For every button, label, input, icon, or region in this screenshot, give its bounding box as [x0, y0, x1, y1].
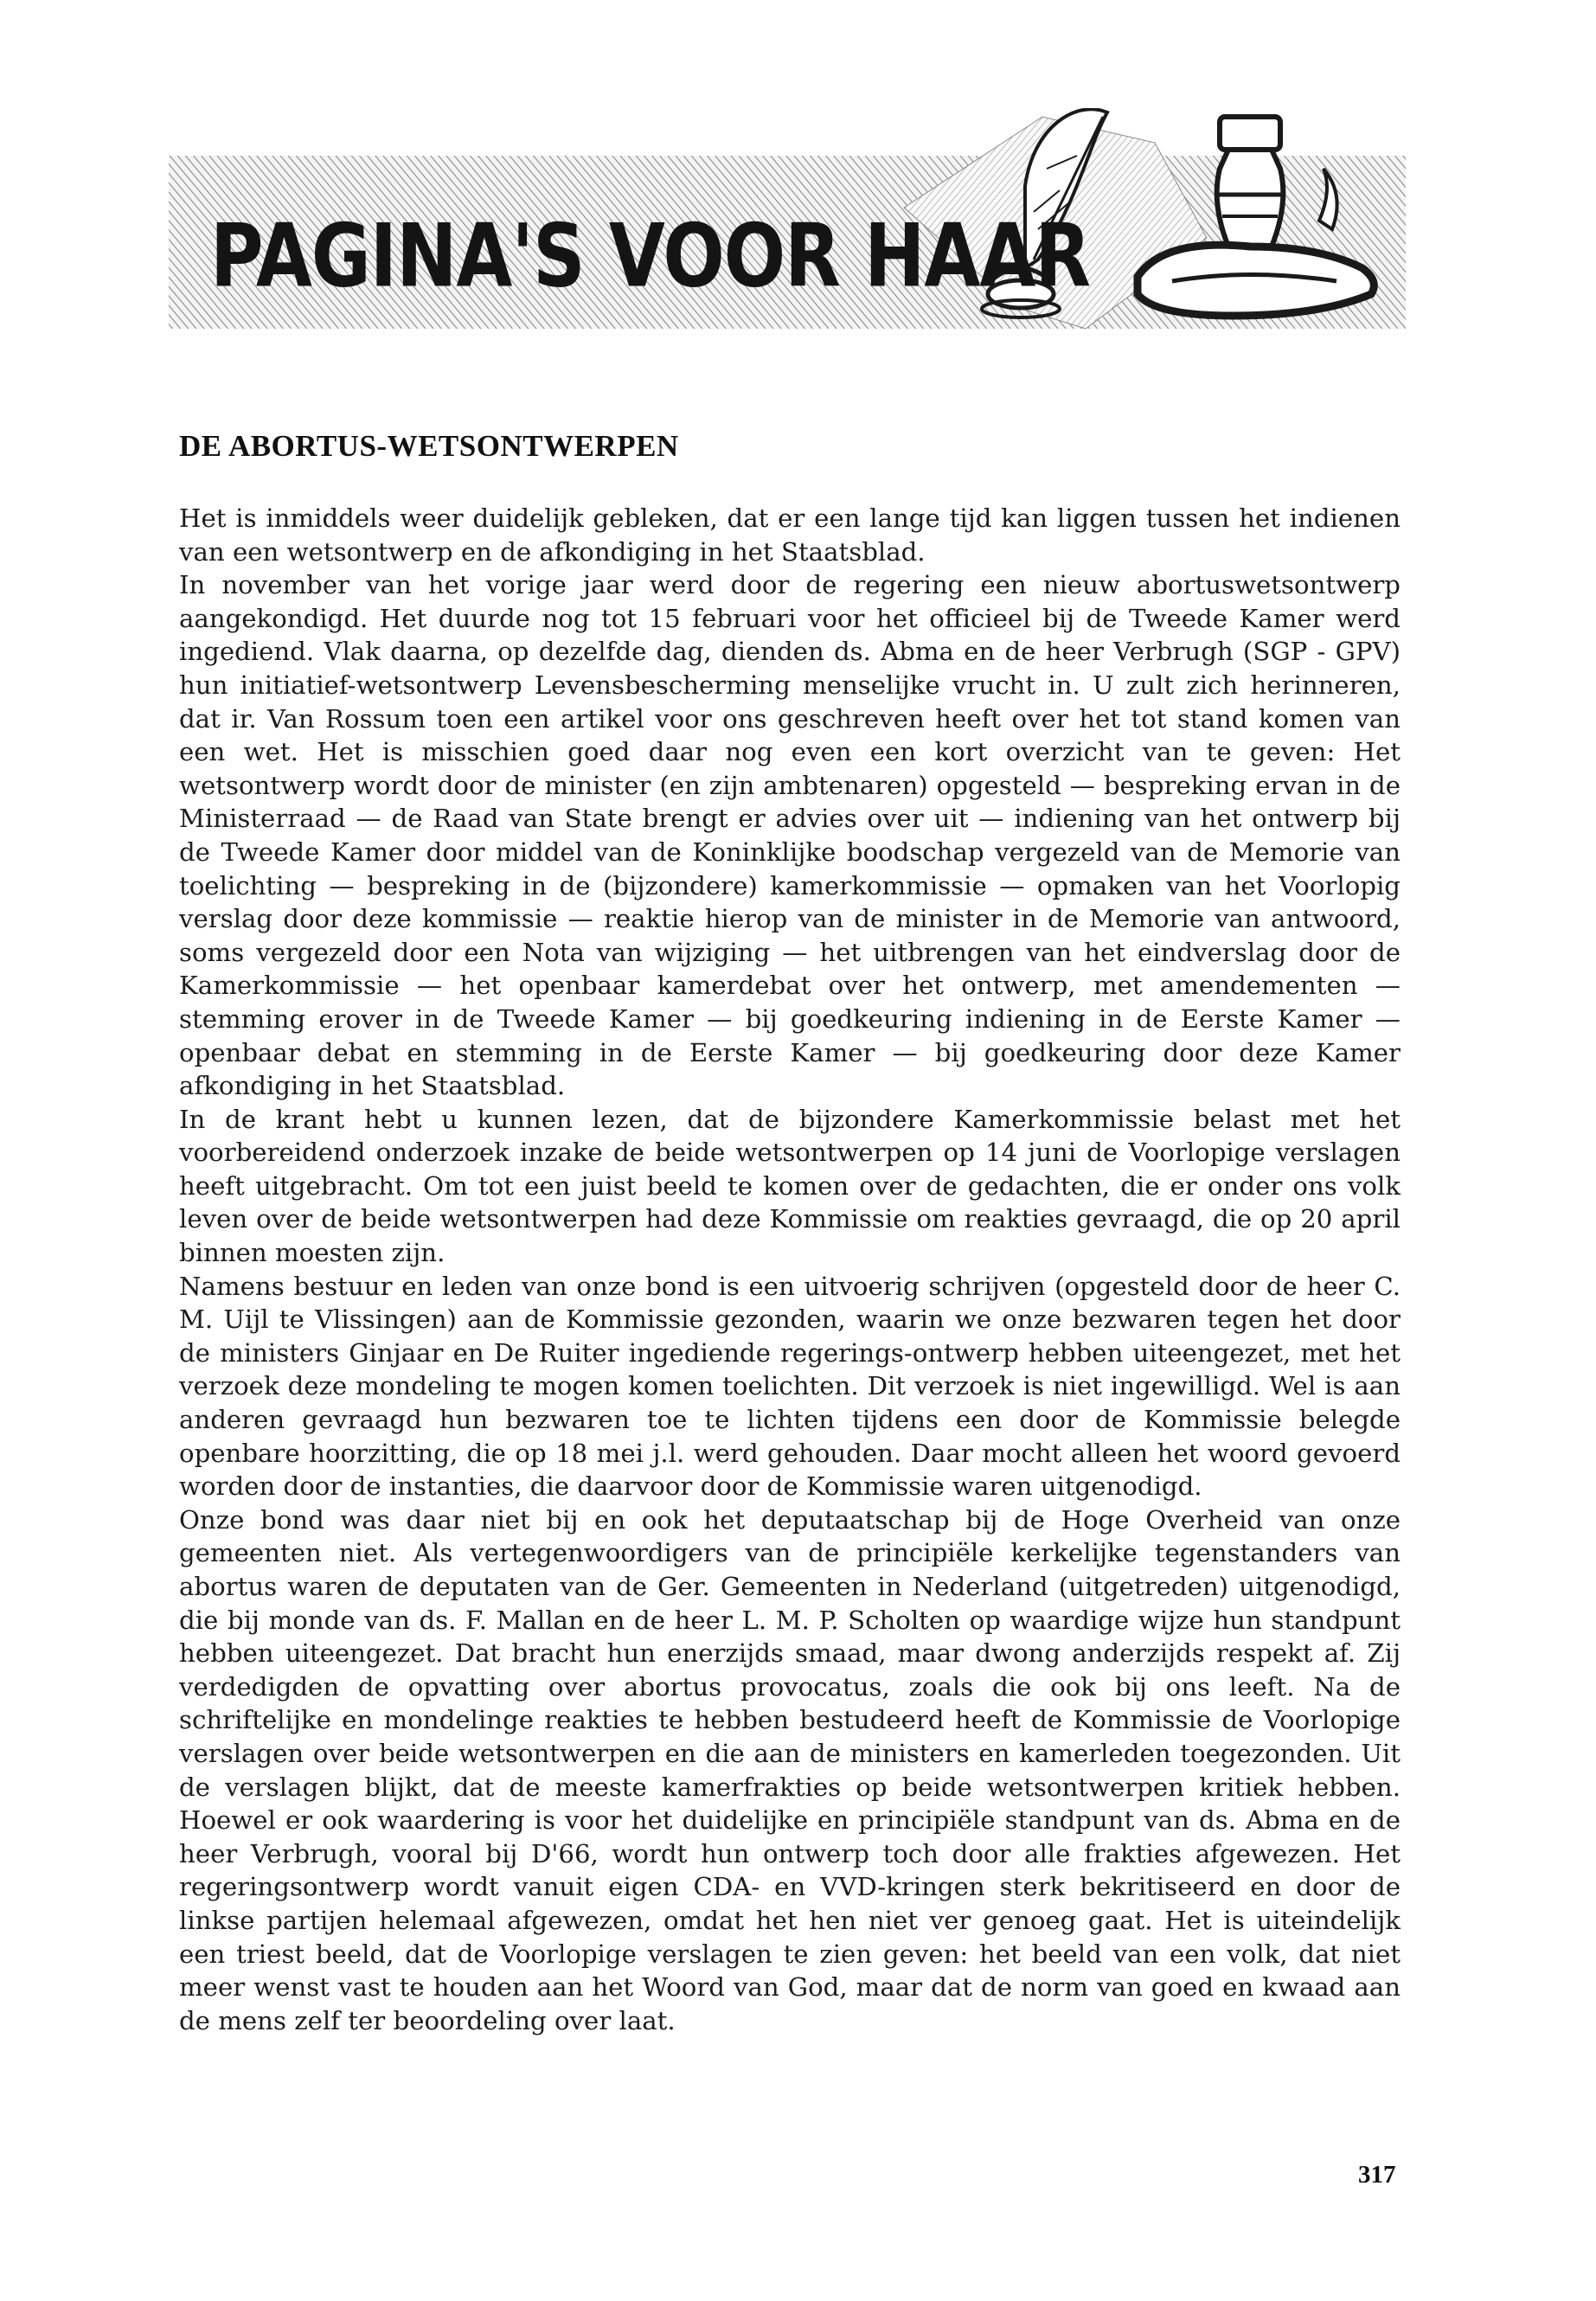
article-paragraph: Onze bond was daar niet bij en ook het deputaatschap bij de Hoge Overheid van onze gemeenten niet. Als vertegenwoordigers van de principiële kerkelijke tegenstanders van abortus waren de deputaten van de Ger. Gemeenten in Nederland (uitgetreden) uitgenodigd, die bij monde van ds. F. Mallan en de heer L. M. P. Scholten op waardige wijze hun standpunt hebben uiteengezet. Dat bracht hun enerzijds smaad, maar dwong anderzijds respekt af. Zij verdedigden de opvatting over abortus provocatus, zoals die ook bij ons leeft. Na de schriftelijke en mondelinge reakties te hebben bestudeerd heeft de Kommissie de Voorlopige verslagen over beide wetsontwerpen en die aan de ministers en kamerleden toegezonden. Uit de verslagen blijkt, dat de meeste kamerfrakties op beide wetsontwerpen kritiek hebben. Hoewel er ook waardering is voor het duidelijke en principiële standpunt van ds. Abma en de heer Verbrugh, vooral bij D'66, wordt hun ontwerp toch door alle frakties afgewezen. Het regeringsontwerp wordt vanuit eigen CDA- en VVD-kringen sterk bekritiseerd en door de linkse partijen helemaal afgewezen, omdat het hen niet ver genoeg gaat. Het is uiteindelijk een triest beeld, dat de Voorlopige verslagen te zien geven: het beeld van een volk, dat niet meer wenst vast te houden aan het Woord van God, maar dat de norm van goed en kwaad aan de mens zelf ter beoordeling over laat.: [179, 1504, 1401, 2035]
section-title: PAGINA'S VOOR HAAR: [210, 205, 1091, 307]
article-paragraph: Namens bestuur en leden van onze bond is een uitvoerig schrijven (opgesteld door de heer C. M. Uijl te Vlissingen) aan de Kommissie gezonden, waarin we onze bezwaren tegen het door de ministers Ginjaar en De Ruiter ingediende regerings-ontwerp hebben uiteengezet, met het verzoek deze mondeling te mogen komen toelichten. Dit verzoek is niet ingewilligd. Wel is aan anderen gevraagd hun bezwaren toe te lichten tijdens een door de Kommissie belegde openbare hoorzitting, die op 18 mei j.l. werd gehouden. Daar mocht alleen het woord gevoerd worden door de instanties, die daarvoor door de Kommissie waren uitgenodigd.: [179, 1271, 1401, 1502]
header-banner: [169, 108, 1410, 333]
page-number: 317: [1358, 2161, 1396, 2189]
article-body: [179, 502, 1401, 2037]
vase-icon: [1217, 117, 1284, 247]
article-paragraph: Het is inmiddels weer duidelijk gebleken, dat er een lange tijd kan liggen tussen het indienen van een wetsontwerp en de afkondiging in het Staatsblad.: [179, 503, 1401, 567]
article-paragraph: In de krant hebt u kunnen lezen, dat de bijzondere Kamerkommissie belast met het voorbereidend onderzoek inzake de beide wetsontwerpen op 14 juni de Voorlopige verslagen heeft uitgebracht. Om tot een juist beeld te komen over de gedachten, die er onder ons volk leven over de beide wetsontwerpen had deze Kommissie om reakties gevraagd, die op 20 april binnen moesten zijn.: [179, 1104, 1401, 1268]
article-title: DE ABORTUS-WETSONTWERPEN: [179, 429, 679, 463]
article-paragraph: In november van het vorige jaar werd door de regering een nieuw abortuswetsontwerp aangekondigd. Het duurde nog tot 15 februari voor het officieel bij de Tweede Kamer werd ingediend. Vlak daarna, op dezelfde dag, dienden ds. Abma en de heer Verbrugh (SGP - GPV) hun initiatief-wetsontwerp Levensbescherming menselijke vrucht in. U zult zich herinneren, dat ir. Van Rossum toen een artikel voor ons geschreven heeft over het tot stand komen van een wet. Het is misschien goed daar nog even een kort overzicht van te geven: Het wetsontwerp wordt door de minister (en zijn ambtenaren) opgesteld — bespreking ervan in de Ministerraad — de Raad van State brengt er advies over uit — indiening van het ontwerp bij de Tweede Kamer door middel van de Koninklijke boodschap vergezeld van de Memorie van toelichting — bespreking in de (bijzondere) kamerkommissie — opmaken van het Voorlopig verslag door deze kommissie — reaktie hierop van de minister in de Memorie van antwoord, soms vergezeld door een Nota van wijziging — het uitbrengen van het eindverslag door de Kamerkommissie — het openbaar kamerdebat over het ontwerp, met amendementen — stemming erover in de Tweede Kamer — bij goedkeuring indiening in de Eerste Kamer — openbaar debat en stemming in de Eerste Kamer — bij goedkeuring door deze Kamer afkondiging in het Staatsblad.: [179, 570, 1401, 1101]
